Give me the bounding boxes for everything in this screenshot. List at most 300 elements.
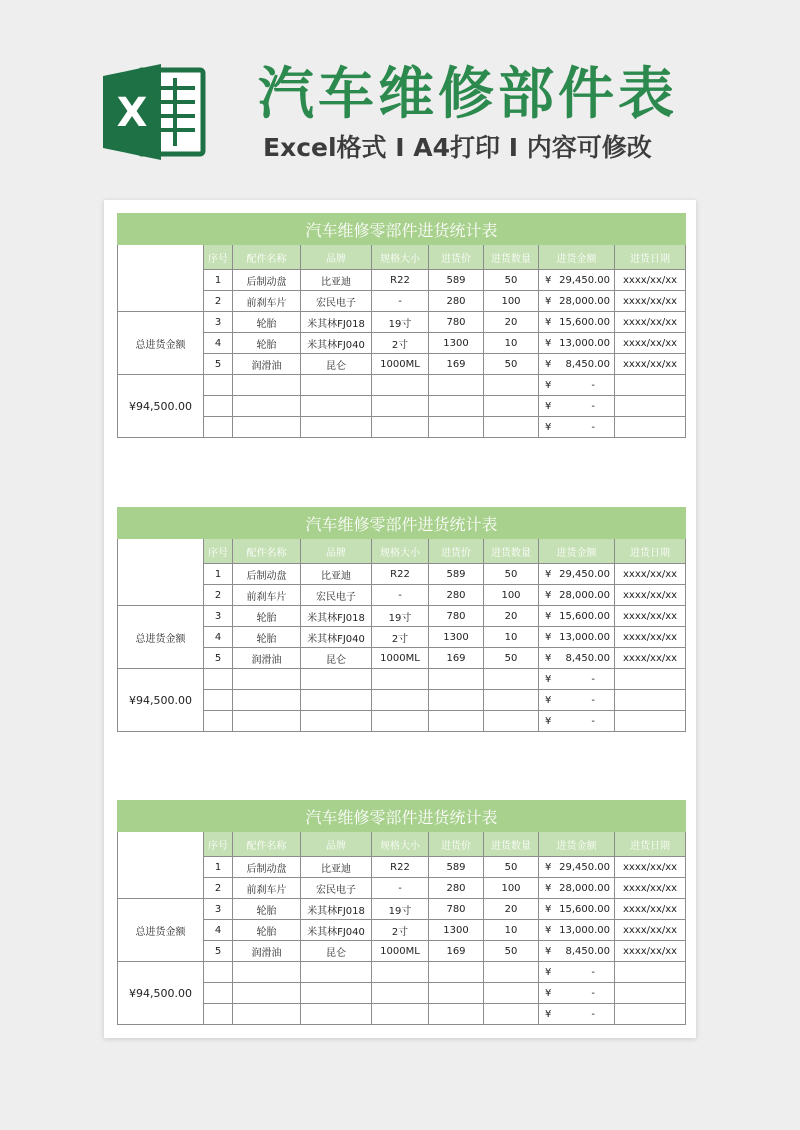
- amount-value: -: [591, 400, 595, 412]
- cell-name[interactable]: [233, 690, 301, 711]
- cell-no[interactable]: 3: [204, 606, 233, 627]
- amount-value: -: [591, 1008, 595, 1020]
- cell-amount[interactable]: [539, 291, 615, 312]
- cell-qty[interactable]: 100: [484, 291, 539, 312]
- cell-price[interactable]: [429, 375, 484, 396]
- cell-brand[interactable]: [301, 1004, 372, 1025]
- cell-amount[interactable]: [539, 585, 615, 606]
- amount-value: 13,000.00: [559, 924, 610, 936]
- amount-value: 28,000.00: [559, 882, 610, 894]
- cell-no[interactable]: [204, 375, 233, 396]
- cell-spec[interactable]: R22: [372, 564, 429, 585]
- cell-no[interactable]: 2: [204, 585, 233, 606]
- cell-price[interactable]: 589: [429, 857, 484, 878]
- page-title: 汽车维修部件表: [258, 62, 678, 127]
- cell-date[interactable]: xxxx/xx/xx: [615, 899, 686, 920]
- cell-spec[interactable]: [372, 669, 429, 690]
- cell-spec[interactable]: [372, 375, 429, 396]
- cell-brand[interactable]: 昆仑: [301, 648, 372, 669]
- amount-wrap: [539, 590, 614, 601]
- cell-no[interactable]: 5: [204, 354, 233, 375]
- cell-date[interactable]: xxxx/xx/xx: [615, 941, 686, 962]
- currency-symbol: ¥: [545, 631, 552, 643]
- cell-spec[interactable]: R22: [372, 857, 429, 878]
- document-sheet: [104, 200, 696, 1038]
- cell-name[interactable]: [233, 711, 301, 732]
- cell-spec[interactable]: [372, 417, 429, 438]
- currency-symbol: ¥: [545, 589, 552, 601]
- cell-date[interactable]: xxxx/xx/xx: [615, 270, 686, 291]
- table-row: [118, 857, 686, 878]
- amount-value: 29,450.00: [559, 274, 610, 286]
- cell-qty[interactable]: [484, 983, 539, 1004]
- cell-amount[interactable]: [539, 627, 615, 648]
- cell-no[interactable]: [204, 1004, 233, 1025]
- cell-date[interactable]: xxxx/xx/xx: [615, 333, 686, 354]
- cell-amount[interactable]: [539, 669, 615, 690]
- cell-spec[interactable]: -: [372, 878, 429, 899]
- column-header: 序号: [204, 245, 233, 270]
- cell-amount[interactable]: [539, 606, 615, 627]
- excel-logo-icon: [103, 62, 207, 162]
- cell-date[interactable]: [615, 375, 686, 396]
- cell-no[interactable]: 1: [204, 564, 233, 585]
- amount-value: -: [591, 694, 595, 706]
- cell-brand[interactable]: [301, 396, 372, 417]
- amount-value: 28,000.00: [559, 589, 610, 601]
- cell-no[interactable]: 4: [204, 920, 233, 941]
- cell-price[interactable]: [429, 690, 484, 711]
- cell-qty[interactable]: 20: [484, 606, 539, 627]
- table-row: [118, 941, 686, 962]
- cell-amount[interactable]: [539, 564, 615, 585]
- cell-date[interactable]: [615, 962, 686, 983]
- currency-symbol: ¥: [545, 966, 552, 978]
- amount-wrap: [539, 988, 614, 999]
- summary-label: 总进货金额: [118, 312, 204, 375]
- cell-date[interactable]: [615, 396, 686, 417]
- cell-amount[interactable]: [539, 312, 615, 333]
- cell-qty[interactable]: 50: [484, 857, 539, 878]
- cell-amount[interactable]: [539, 375, 615, 396]
- currency-symbol: ¥: [545, 903, 552, 915]
- cell-no[interactable]: 5: [204, 941, 233, 962]
- cell-name[interactable]: 前刹车片: [233, 291, 301, 312]
- cell-no[interactable]: [204, 669, 233, 690]
- cell-amount[interactable]: [539, 648, 615, 669]
- cell-no[interactable]: 3: [204, 899, 233, 920]
- column-header: 进货金额: [539, 245, 615, 270]
- cell-price[interactable]: 169: [429, 941, 484, 962]
- cell-brand[interactable]: 米其林FJ018: [301, 606, 372, 627]
- cell-price[interactable]: [429, 396, 484, 417]
- table-row: [118, 564, 686, 585]
- amount-wrap: [539, 296, 614, 307]
- amount-value: 13,000.00: [559, 631, 610, 643]
- column-header: 进货价: [429, 832, 484, 857]
- amount-wrap: [539, 422, 614, 433]
- table-row: [118, 585, 686, 606]
- cell-no[interactable]: [204, 690, 233, 711]
- cell-brand[interactable]: 比亚迪: [301, 857, 372, 878]
- amount-wrap: [539, 359, 614, 370]
- cell-name[interactable]: 轮胎: [233, 606, 301, 627]
- cell-amount[interactable]: [539, 417, 615, 438]
- cell-date[interactable]: xxxx/xx/xx: [615, 312, 686, 333]
- currency-symbol: ¥: [545, 924, 552, 936]
- table-row: [118, 711, 686, 732]
- cell-price[interactable]: [429, 962, 484, 983]
- cell-brand[interactable]: 米其林FJ040: [301, 333, 372, 354]
- cell-price[interactable]: [429, 1004, 484, 1025]
- summary-label: 总进货金额: [118, 899, 204, 962]
- amount-wrap: [539, 401, 614, 412]
- cell-no[interactable]: 5: [204, 648, 233, 669]
- cell-name[interactable]: 后制动盘: [233, 270, 301, 291]
- cell-brand[interactable]: 米其林FJ040: [301, 627, 372, 648]
- currency-symbol: ¥: [545, 610, 552, 622]
- table-header-row: [118, 832, 686, 857]
- summary-label: 总进货金额: [118, 606, 204, 669]
- cell-amount[interactable]: [539, 962, 615, 983]
- cell-spec[interactable]: 19寸: [372, 312, 429, 333]
- cell-no[interactable]: 3: [204, 312, 233, 333]
- cell-qty[interactable]: 100: [484, 585, 539, 606]
- cell-price[interactable]: 589: [429, 270, 484, 291]
- cell-qty[interactable]: [484, 375, 539, 396]
- cell-date[interactable]: xxxx/xx/xx: [615, 648, 686, 669]
- cell-price[interactable]: 589: [429, 564, 484, 585]
- cell-price[interactable]: 169: [429, 354, 484, 375]
- column-header: 进货数量: [484, 832, 539, 857]
- amount-value: -: [591, 379, 595, 391]
- cell-date[interactable]: xxxx/xx/xx: [615, 585, 686, 606]
- cell-qty[interactable]: 50: [484, 941, 539, 962]
- cell-amount[interactable]: [539, 1004, 615, 1025]
- cell-brand[interactable]: 米其林FJ040: [301, 920, 372, 941]
- column-header: 进货数量: [484, 539, 539, 564]
- cell-price[interactable]: 780: [429, 899, 484, 920]
- cell-amount[interactable]: [539, 857, 615, 878]
- table-title: 汽车维修零部件进货统计表: [118, 214, 686, 245]
- cell-qty[interactable]: [484, 396, 539, 417]
- cell-name[interactable]: 润滑油: [233, 941, 301, 962]
- column-header: 配件名称: [233, 245, 301, 270]
- cell-brand[interactable]: [301, 690, 372, 711]
- cell-amount[interactable]: [539, 941, 615, 962]
- cell-qty[interactable]: [484, 417, 539, 438]
- column-header: 进货数量: [484, 245, 539, 270]
- currency-symbol: ¥: [545, 421, 552, 433]
- column-header: 品牌: [301, 832, 372, 857]
- column-header: 序号: [204, 539, 233, 564]
- cell-name[interactable]: 轮胎: [233, 312, 301, 333]
- cell-brand[interactable]: 米其林FJ018: [301, 899, 372, 920]
- cell-amount[interactable]: [539, 690, 615, 711]
- cell-spec[interactable]: 2寸: [372, 627, 429, 648]
- cell-price[interactable]: 780: [429, 606, 484, 627]
- amount-wrap: [539, 611, 614, 622]
- cell-date[interactable]: xxxx/xx/xx: [615, 564, 686, 585]
- currency-symbol: ¥: [545, 400, 552, 412]
- amount-wrap: [539, 275, 614, 286]
- cell-brand[interactable]: 比亚迪: [301, 270, 372, 291]
- cell-price[interactable]: 1300: [429, 627, 484, 648]
- cell-date[interactable]: xxxx/xx/xx: [615, 354, 686, 375]
- amount-value: 8,450.00: [565, 945, 610, 957]
- cell-no[interactable]: 4: [204, 333, 233, 354]
- cell-amount[interactable]: [539, 899, 615, 920]
- cell-date[interactable]: [615, 711, 686, 732]
- table-header-row: [118, 245, 686, 270]
- currency-symbol: ¥: [545, 337, 552, 349]
- cell-qty[interactable]: [484, 711, 539, 732]
- cell-name[interactable]: 前刹车片: [233, 878, 301, 899]
- currency-symbol: ¥: [545, 1008, 552, 1020]
- cell-brand[interactable]: [301, 669, 372, 690]
- cell-name[interactable]: [233, 962, 301, 983]
- amount-wrap: [539, 338, 614, 349]
- cell-spec[interactable]: 1000ML: [372, 648, 429, 669]
- cell-no[interactable]: [204, 417, 233, 438]
- cell-spec[interactable]: 1000ML: [372, 941, 429, 962]
- cell-brand[interactable]: 宏民电子: [301, 291, 372, 312]
- table-row: [118, 417, 686, 438]
- cell-no[interactable]: 1: [204, 857, 233, 878]
- cell-date[interactable]: [615, 690, 686, 711]
- cell-price[interactable]: 169: [429, 648, 484, 669]
- table-row: [118, 606, 686, 627]
- cell-qty[interactable]: 20: [484, 312, 539, 333]
- amount-value: 29,450.00: [559, 568, 610, 580]
- cell-name[interactable]: 润滑油: [233, 354, 301, 375]
- amount-value: 15,600.00: [559, 610, 610, 622]
- cell-name[interactable]: [233, 375, 301, 396]
- cell-date[interactable]: xxxx/xx/xx: [615, 857, 686, 878]
- cell-spec[interactable]: -: [372, 585, 429, 606]
- cell-qty[interactable]: 50: [484, 270, 539, 291]
- cell-spec[interactable]: [372, 983, 429, 1004]
- cell-brand[interactable]: [301, 711, 372, 732]
- cell-date[interactable]: [615, 417, 686, 438]
- cell-price[interactable]: 280: [429, 291, 484, 312]
- blank-cell: [118, 245, 204, 312]
- amount-value: 29,450.00: [559, 861, 610, 873]
- cell-brand[interactable]: [301, 375, 372, 396]
- cell-brand[interactable]: [301, 417, 372, 438]
- cell-qty[interactable]: [484, 962, 539, 983]
- cell-name[interactable]: [233, 669, 301, 690]
- amount-wrap: [539, 883, 614, 894]
- cell-no[interactable]: 4: [204, 627, 233, 648]
- amount-wrap: [539, 632, 614, 643]
- cell-no[interactable]: 2: [204, 878, 233, 899]
- currency-symbol: ¥: [545, 715, 552, 727]
- parts-table-3: [117, 800, 686, 1025]
- cell-price[interactable]: 280: [429, 585, 484, 606]
- cell-brand[interactable]: 宏民电子: [301, 585, 372, 606]
- cell-name[interactable]: [233, 396, 301, 417]
- cell-date[interactable]: xxxx/xx/xx: [615, 606, 686, 627]
- cell-spec[interactable]: 2寸: [372, 333, 429, 354]
- total-amount: ¥94,500.00: [118, 669, 204, 732]
- cell-qty[interactable]: 20: [484, 899, 539, 920]
- cell-name[interactable]: [233, 1004, 301, 1025]
- cell-spec[interactable]: [372, 1004, 429, 1025]
- currency-symbol: ¥: [545, 295, 552, 307]
- cell-spec[interactable]: 19寸: [372, 899, 429, 920]
- cell-spec[interactable]: 1000ML: [372, 354, 429, 375]
- amount-wrap: [539, 653, 614, 664]
- currency-symbol: ¥: [545, 316, 552, 328]
- column-header: 序号: [204, 832, 233, 857]
- cell-spec[interactable]: [372, 690, 429, 711]
- cell-price[interactable]: 1300: [429, 920, 484, 941]
- currency-symbol: ¥: [545, 987, 552, 999]
- amount-value: 8,450.00: [565, 358, 610, 370]
- cell-name[interactable]: 后制动盘: [233, 857, 301, 878]
- column-header: 规格大小: [372, 245, 429, 270]
- cell-date[interactable]: [615, 1004, 686, 1025]
- cell-brand[interactable]: 米其林FJ018: [301, 312, 372, 333]
- amount-value: -: [591, 987, 595, 999]
- cell-price[interactable]: [429, 711, 484, 732]
- cell-price[interactable]: 1300: [429, 333, 484, 354]
- table-row: [118, 1004, 686, 1025]
- cell-spec[interactable]: R22: [372, 270, 429, 291]
- column-header: 配件名称: [233, 539, 301, 564]
- cell-qty[interactable]: 10: [484, 920, 539, 941]
- cell-date[interactable]: xxxx/xx/xx: [615, 291, 686, 312]
- cell-qty[interactable]: 50: [484, 564, 539, 585]
- amount-wrap: [539, 1009, 614, 1020]
- cell-amount[interactable]: [539, 396, 615, 417]
- cell-no[interactable]: [204, 711, 233, 732]
- table-row: [118, 270, 686, 291]
- cell-qty[interactable]: 50: [484, 648, 539, 669]
- cell-price[interactable]: [429, 669, 484, 690]
- cell-price[interactable]: [429, 983, 484, 1004]
- cell-qty[interactable]: [484, 1004, 539, 1025]
- table-row: [118, 354, 686, 375]
- blank-cell: [118, 832, 204, 899]
- cell-price[interactable]: 780: [429, 312, 484, 333]
- cell-qty[interactable]: [484, 669, 539, 690]
- cell-name[interactable]: 轮胎: [233, 333, 301, 354]
- cell-price[interactable]: [429, 417, 484, 438]
- cell-name[interactable]: 轮胎: [233, 920, 301, 941]
- cell-brand[interactable]: [301, 962, 372, 983]
- cell-amount[interactable]: [539, 354, 615, 375]
- table-title-row: [118, 508, 686, 539]
- cell-spec[interactable]: 19寸: [372, 606, 429, 627]
- cell-price[interactable]: 280: [429, 878, 484, 899]
- cell-amount[interactable]: [539, 270, 615, 291]
- currency-symbol: ¥: [545, 652, 552, 664]
- table-row: [118, 920, 686, 941]
- column-header: 配件名称: [233, 832, 301, 857]
- cell-spec[interactable]: 2寸: [372, 920, 429, 941]
- cell-date[interactable]: xxxx/xx/xx: [615, 920, 686, 941]
- cell-spec[interactable]: [372, 396, 429, 417]
- cell-no[interactable]: [204, 962, 233, 983]
- cell-amount[interactable]: [539, 920, 615, 941]
- cell-qty[interactable]: [484, 690, 539, 711]
- cell-name[interactable]: [233, 983, 301, 1004]
- cell-amount[interactable]: [539, 983, 615, 1004]
- amount-wrap: [539, 695, 614, 706]
- currency-symbol: ¥: [545, 673, 552, 685]
- column-header: 规格大小: [372, 832, 429, 857]
- amount-value: 8,450.00: [565, 652, 610, 664]
- amount-wrap: [539, 716, 614, 727]
- table-row: [118, 962, 686, 983]
- amount-wrap: [539, 380, 614, 391]
- cell-name[interactable]: 后制动盘: [233, 564, 301, 585]
- cell-name[interactable]: 轮胎: [233, 899, 301, 920]
- cell-spec[interactable]: [372, 962, 429, 983]
- total-amount: ¥94,500.00: [118, 962, 204, 1025]
- cell-no[interactable]: [204, 396, 233, 417]
- cell-name[interactable]: [233, 417, 301, 438]
- amount-wrap: [539, 674, 614, 685]
- table-title: 汽车维修零部件进货统计表: [118, 508, 686, 539]
- cell-name[interactable]: 轮胎: [233, 627, 301, 648]
- cell-qty[interactable]: 100: [484, 878, 539, 899]
- cell-amount[interactable]: [539, 878, 615, 899]
- cell-brand[interactable]: [301, 983, 372, 1004]
- currency-symbol: ¥: [545, 694, 552, 706]
- blank-cell: [118, 539, 204, 606]
- cell-no[interactable]: 2: [204, 291, 233, 312]
- cell-spec[interactable]: [372, 711, 429, 732]
- cell-brand[interactable]: 宏民电子: [301, 878, 372, 899]
- cell-name[interactable]: 前刹车片: [233, 585, 301, 606]
- cell-no[interactable]: 1: [204, 270, 233, 291]
- total-amount: ¥94,500.00: [118, 375, 204, 438]
- cell-name[interactable]: 润滑油: [233, 648, 301, 669]
- cell-date[interactable]: xxxx/xx/xx: [615, 627, 686, 648]
- table-title-row: [118, 214, 686, 245]
- table-row: [118, 375, 686, 396]
- cell-date[interactable]: [615, 669, 686, 690]
- table-row: [118, 899, 686, 920]
- amount-wrap: [539, 317, 614, 328]
- cell-amount[interactable]: [539, 333, 615, 354]
- table-row: [118, 312, 686, 333]
- cell-qty[interactable]: 10: [484, 333, 539, 354]
- amount-value: 13,000.00: [559, 337, 610, 349]
- cell-brand[interactable]: 比亚迪: [301, 564, 372, 585]
- table-header-row: [118, 539, 686, 564]
- cell-amount[interactable]: [539, 711, 615, 732]
- cell-no[interactable]: [204, 983, 233, 1004]
- cell-qty[interactable]: 50: [484, 354, 539, 375]
- amount-value: 15,600.00: [559, 903, 610, 915]
- table-row: [118, 333, 686, 354]
- cell-date[interactable]: [615, 983, 686, 1004]
- column-header: 品牌: [301, 539, 372, 564]
- cell-brand[interactable]: 昆仑: [301, 354, 372, 375]
- column-header: 品牌: [301, 245, 372, 270]
- cell-qty[interactable]: 10: [484, 627, 539, 648]
- table-row: [118, 983, 686, 1004]
- cell-spec[interactable]: -: [372, 291, 429, 312]
- currency-symbol: ¥: [545, 945, 552, 957]
- cell-brand[interactable]: 昆仑: [301, 941, 372, 962]
- cell-date[interactable]: xxxx/xx/xx: [615, 878, 686, 899]
- currency-symbol: ¥: [545, 861, 552, 873]
